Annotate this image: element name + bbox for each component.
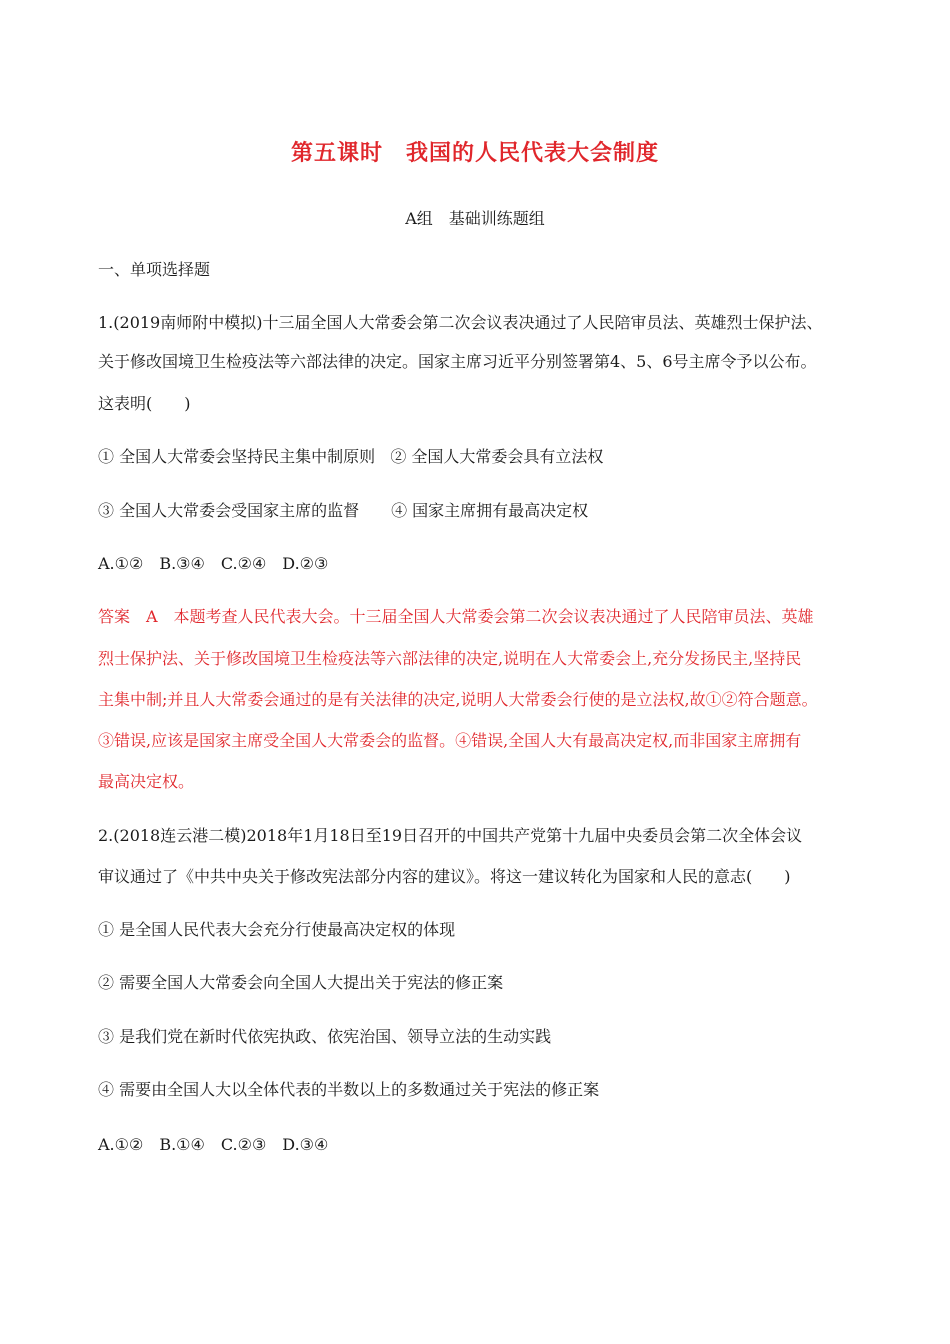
answer-1-line-4: ③错误,应该是国家主席受全国人大常委会的监督。④错误,全国人大有最高决定权,而非国家主席拥有 — [98, 731, 802, 750]
question-2-statement-4: ④ 需要由全国人大以全体代表的半数以上的多数通过关于宪法的修正案 — [98, 1080, 600, 1099]
answer-1-line-5: 最高决定权。 — [98, 772, 195, 791]
question-2-stem-line-1: 2.(2018连云港二模)2018年1月18日至19日召开的中国共产党第十九届中央委员会第二次全体会议 — [98, 826, 803, 845]
question-1-stem-line-3: 这表明( ) — [98, 394, 191, 413]
section-heading: 一、单项选择题 — [98, 260, 211, 279]
question-2-stem-line-2: 审议通过了《中共中央关于修改宪法部分内容的建议》。将这一建议转化为国家和人民的意志( ) — [98, 867, 791, 886]
question-2-statement-2: ② 需要全国人大常委会向全国人大提出关于宪法的修正案 — [98, 973, 504, 992]
question-1-stem-line-1: 1.(2019南师附中模拟)十三届全国人大常委会第二次会议表决通过了人民陪审员法、英雄烈士保护法、 — [98, 313, 823, 332]
question-2-statement-3: ③ 是我们党在新时代依宪执政、依宪治国、领导立法的生动实践 — [98, 1027, 552, 1046]
answer-1-line-1: 答案 A 本题考查人民代表大会。十三届全国人大常委会第二次会议表决通过了人民陪审员法、英雄 — [98, 607, 814, 626]
question-1-statement-row-1: ① 全国人大常委会坚持民主集中制原则 ② 全国人大常委会具有立法权 — [98, 447, 604, 466]
answer-1-line-3: 主集中制;并且人大常委会通过的是有关法律的决定,说明人大常委会行使的是立法权,故①②符合题意。 — [98, 690, 818, 709]
page-title: 第五课时 我国的人民代表大会制度 — [290, 141, 659, 166]
question-1-options: A.①② B.③④ C.②④ D.②③ — [98, 554, 329, 573]
group-heading: A组 基础训练题组 — [405, 209, 545, 228]
question-2-options: A.①② B.①④ C.②③ D.③④ — [98, 1135, 329, 1154]
question-1-stem-line-2: 关于修改国境卫生检疫法等六部法律的决定。国家主席习近平分别签署第4、5、6号主席令予以公布。 — [98, 352, 817, 371]
question-2-statement-1: ① 是全国人民代表大会充分行使最高决定权的体现 — [98, 920, 456, 939]
answer-1-line-2: 烈士保护法、关于修改国境卫生检疫法等六部法律的决定,说明在人大常委会上,充分发扬民主,坚持民 — [98, 649, 802, 668]
question-1-statement-row-2: ③ 全国人大常委会受国家主席的监督 ④ 国家主席拥有最高决定权 — [98, 501, 589, 520]
